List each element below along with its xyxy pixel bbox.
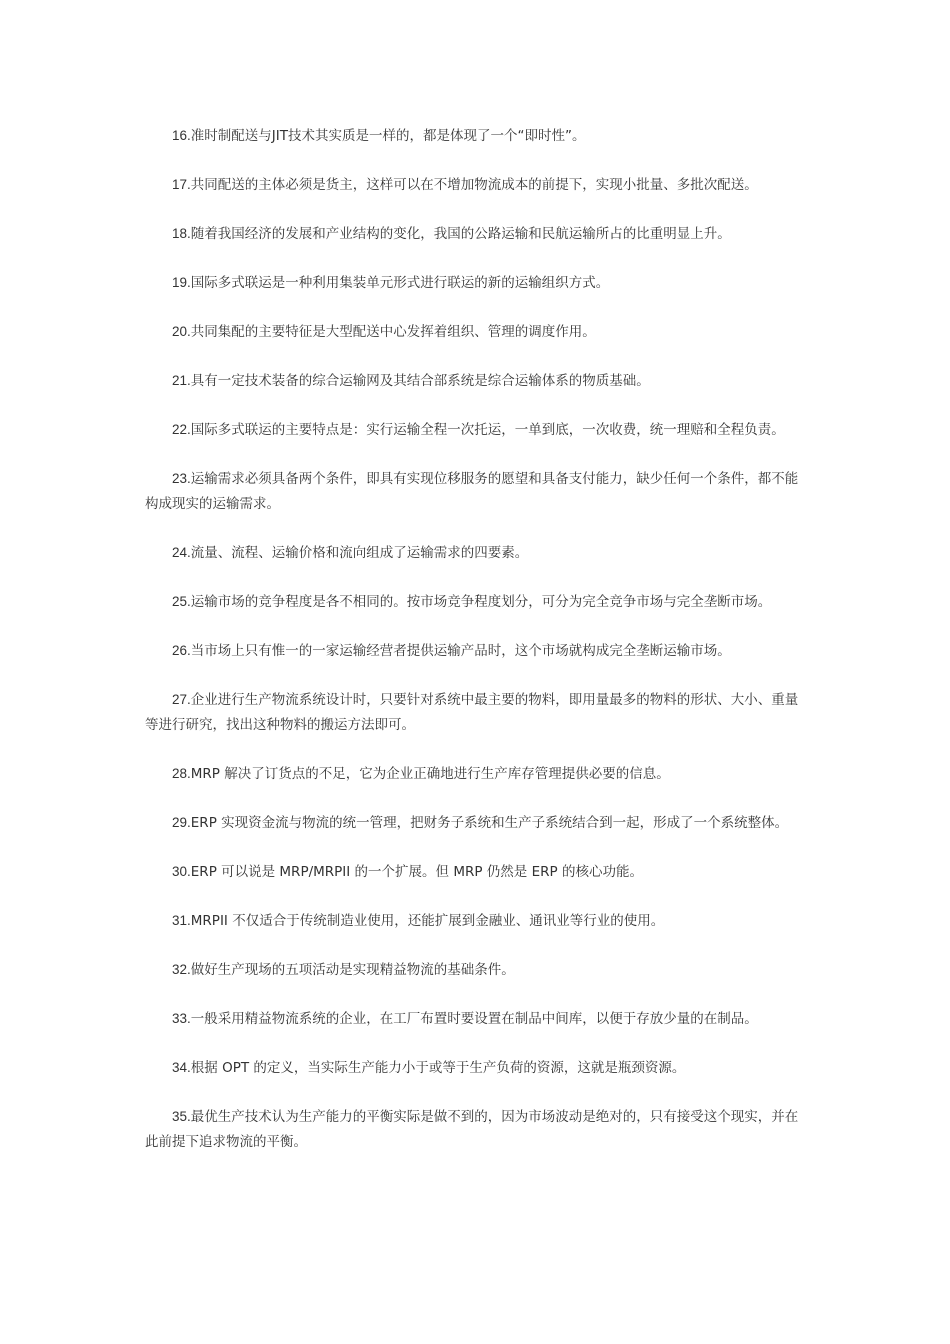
statement-number: 24.	[172, 545, 191, 560]
statement-number: 34.	[172, 1060, 191, 1075]
statement-number: 16.	[172, 128, 191, 143]
statement-number: 33.	[172, 1011, 191, 1026]
statement-text: ERP 可以说是 MRP/MRPII 的一个扩展。但 MRP 仍然是 ERP 的核心功能。	[190, 864, 643, 880]
statement-text: 共同配送的主体必须是货主，这样可以在不增加物流成本的前提下，实现小批量、多批次配送。	[190, 177, 758, 193]
statement-number: 19.	[172, 275, 191, 290]
statement-text: MRP 解决了订货点的不足，它为企业正确地进行生产库存管理提供必要的信息。	[190, 766, 670, 782]
statement-text: 运输需求必须具备两个条件，即具有实现位移服务的愿望和具备支付能力，缺少任何一个条件，都不能构成现实的运输需求。	[145, 471, 799, 512]
statement-number: 27.	[172, 692, 191, 707]
statement-text: 最优生产技术认为生产能力的平衡实际是做不到的，因为市场波动是绝对的，只有接受这个现实，并在此前提下追求物流的平衡。	[145, 1109, 799, 1150]
statement-29	[145, 810, 811, 836]
statement-17	[145, 172, 811, 198]
statement-number: 22.	[172, 422, 191, 437]
statement-21	[145, 368, 811, 394]
statement-text: 准时制配送与JIT技术其实质是一样的，都是体现了一个“即时性”。	[190, 128, 586, 144]
statement-text: 企业进行生产物流系统设计时，只要针对系统中最主要的物料，即用量最多的物料的形状、大小、重量等进行研究，找出这种物料的搬运方法即可。	[145, 692, 799, 733]
statement-20	[145, 319, 811, 345]
statement-text: 根据 OPT 的定义，当实际生产能力小于或等于生产负荷的资源，这就是瓶颈资源。	[190, 1060, 686, 1076]
statement-35	[145, 1104, 811, 1155]
statement-30	[145, 859, 811, 885]
statement-number: 35.	[172, 1109, 191, 1124]
statement-22	[145, 417, 811, 443]
statement-23	[145, 466, 811, 517]
statement-25	[145, 589, 811, 615]
statement-text: 运输市场的竞争程度是各不相同的。按市场竞争程度划分，可分为完全竞争市场与完全垄断市场。	[190, 594, 772, 610]
document-body	[145, 123, 811, 1178]
statement-16	[145, 123, 811, 149]
statement-number: 29.	[172, 815, 191, 830]
statement-text: 当市场上只有惟一的一家运输经营者提供运输产品时，这个市场就构成完全垄断运输市场。	[190, 643, 731, 659]
statement-34	[145, 1055, 811, 1081]
statement-18	[145, 221, 811, 247]
statement-text: 做好生产现场的五项活动是实现精益物流的基础条件。	[190, 962, 515, 978]
statement-19	[145, 270, 811, 296]
statement-number: 18.	[172, 226, 191, 241]
statement-33	[145, 1006, 811, 1032]
statement-24	[145, 540, 811, 566]
statement-number: 30.	[172, 864, 191, 879]
statement-31	[145, 908, 811, 934]
statement-text: 流量、流程、运输价格和流向组成了运输需求的四要素。	[190, 545, 529, 561]
statement-text: 具有一定技术装备的综合运输网及其结合部系统是综合运输体系的物质基础。	[190, 373, 650, 389]
statement-text: 共同集配的主要特征是大型配送中心发挥着组织、管理的调度作用。	[190, 324, 596, 340]
statement-number: 23.	[172, 471, 191, 486]
statement-number: 17.	[172, 177, 191, 192]
statement-text: 国际多式联运的主要特点是：实行运输全程一次托运，一单到底，一次收费，统一理赔和全程负责。	[190, 422, 785, 438]
statement-number: 28.	[172, 766, 191, 781]
statement-32	[145, 957, 811, 983]
statement-text: 国际多式联运是一种利用集装单元形式进行联运的新的运输组织方式。	[190, 275, 610, 291]
statement-27	[145, 687, 811, 738]
statement-text: ERP 实现资金流与物流的统一管理，把财务子系统和生产子系统结合到一起，形成了一个系统整体。	[190, 815, 789, 831]
statement-26	[145, 638, 811, 664]
statement-number: 32.	[172, 962, 191, 977]
statement-text: MRPII 不仅适合于传统制造业使用，还能扩展到金融业、通讯业等行业的使用。	[190, 913, 665, 929]
statement-text: 一般采用精益物流系统的企业，在工厂布置时要设置在制品中间库，以便于存放少量的在制品。	[190, 1011, 758, 1027]
statement-number: 20.	[172, 324, 191, 339]
statement-number: 21.	[172, 373, 191, 388]
statement-28	[145, 761, 811, 787]
statement-number: 31.	[172, 913, 191, 928]
statement-number: 26.	[172, 643, 191, 658]
statement-text: 随着我国经济的发展和产业结构的变化，我国的公路运输和民航运输所占的比重明显上升。	[190, 226, 731, 242]
statement-number: 25.	[172, 594, 191, 609]
